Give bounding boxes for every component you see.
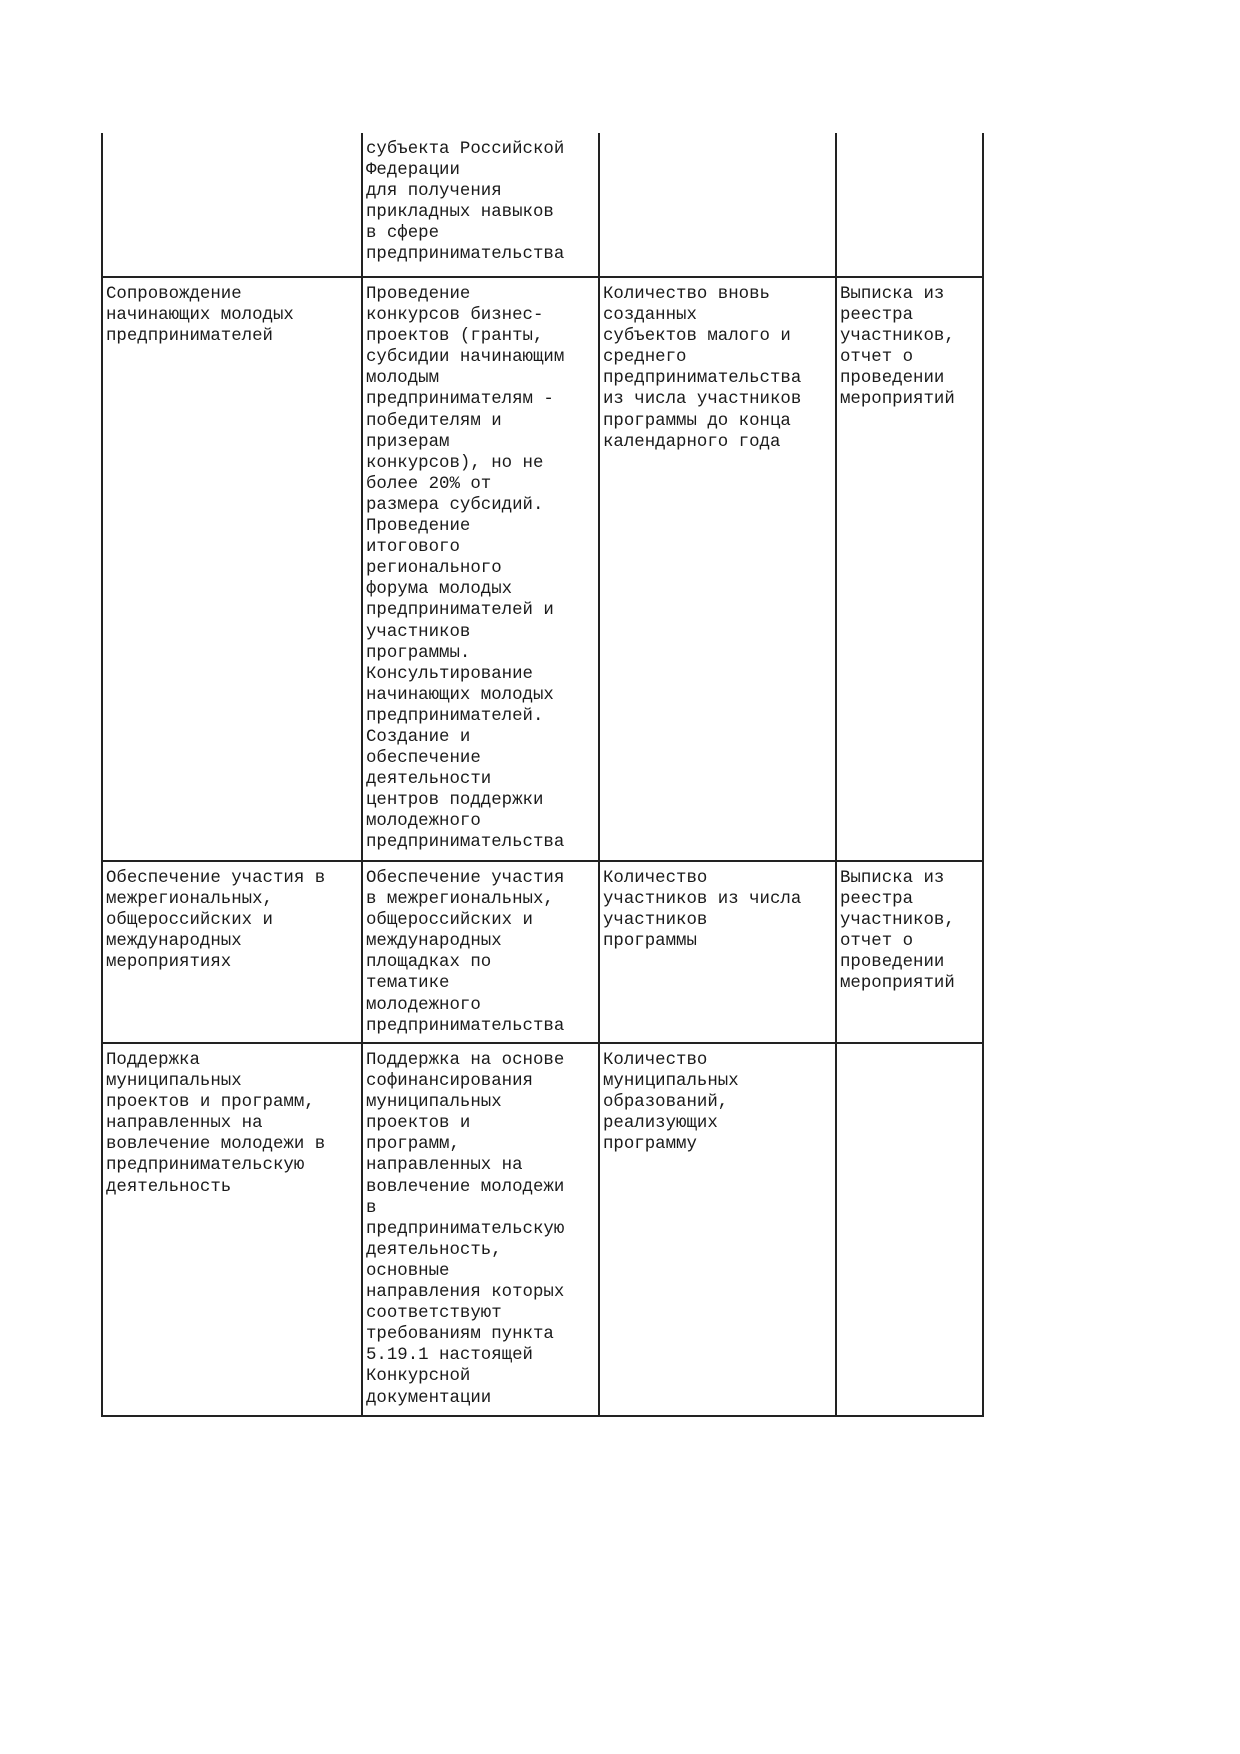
table-cell-document: Выписка из реестра участников, отчет о проведении мероприятий <box>836 277 983 861</box>
table-cell-measures: Поддержка на основе софинансирования муниципальных проектов и программ, направленных на вовлечение молодежи в предпринимательскую деятельность, основные направления которых соответствуют требованиям пункта 5.19.1 настоящей Конкурсной документации <box>362 1043 599 1416</box>
table-row <box>102 133 983 277</box>
table-cell-measures: Обеспечение участия в межрегиональных, общероссийских и международных площадках по тематике молодежного предпринимательства <box>362 861 599 1043</box>
table-row <box>102 1043 983 1416</box>
table-cell-activity <box>102 133 362 277</box>
table-cell-measures: субъекта Российской Федерации для получения прикладных навыков в сфере предпринимательства <box>362 133 599 277</box>
program-measures-table <box>101 133 984 1417</box>
table-cell-indicator: Количество участников из числа участников программы <box>599 861 836 1043</box>
table-cell-measures: Проведение конкурсов бизнес- проектов (гранты, субсидии начинающим молодым предпринимателям - победителям и призерам конкурсов), но не более 20% от размера субсидий. Проведение итогового регионального форума молодых предпринимателей и участников программы. Консультирование начинающих молодых предпринимателей. Создание и обеспечение деятельности центров поддержки молодежного предпринимательства <box>362 277 599 861</box>
table-cell-activity: Поддержка муниципальных проектов и программ, направленных на вовлечение молодежи в предпринимательскую деятельность <box>102 1043 362 1416</box>
table-cell-indicator: Количество муниципальных образований, реализующих программу <box>599 1043 836 1416</box>
table-row <box>102 277 983 861</box>
table-cell-document <box>836 133 983 277</box>
table-cell-indicator: Количество вновь созданных субъектов малого и среднего предпринимательства из числа участников программы до конца календарного года <box>599 277 836 861</box>
table-row <box>102 861 983 1043</box>
table-cell-document: Выписка из реестра участников, отчет о проведении мероприятий <box>836 861 983 1043</box>
table-cell-activity: Сопровождение начинающих молодых предпринимателей <box>102 277 362 861</box>
table-cell-indicator <box>599 133 836 277</box>
table-cell-document <box>836 1043 983 1416</box>
table-cell-activity: Обеспечение участия в межрегиональных, общероссийских и международных мероприятиях <box>102 861 362 1043</box>
